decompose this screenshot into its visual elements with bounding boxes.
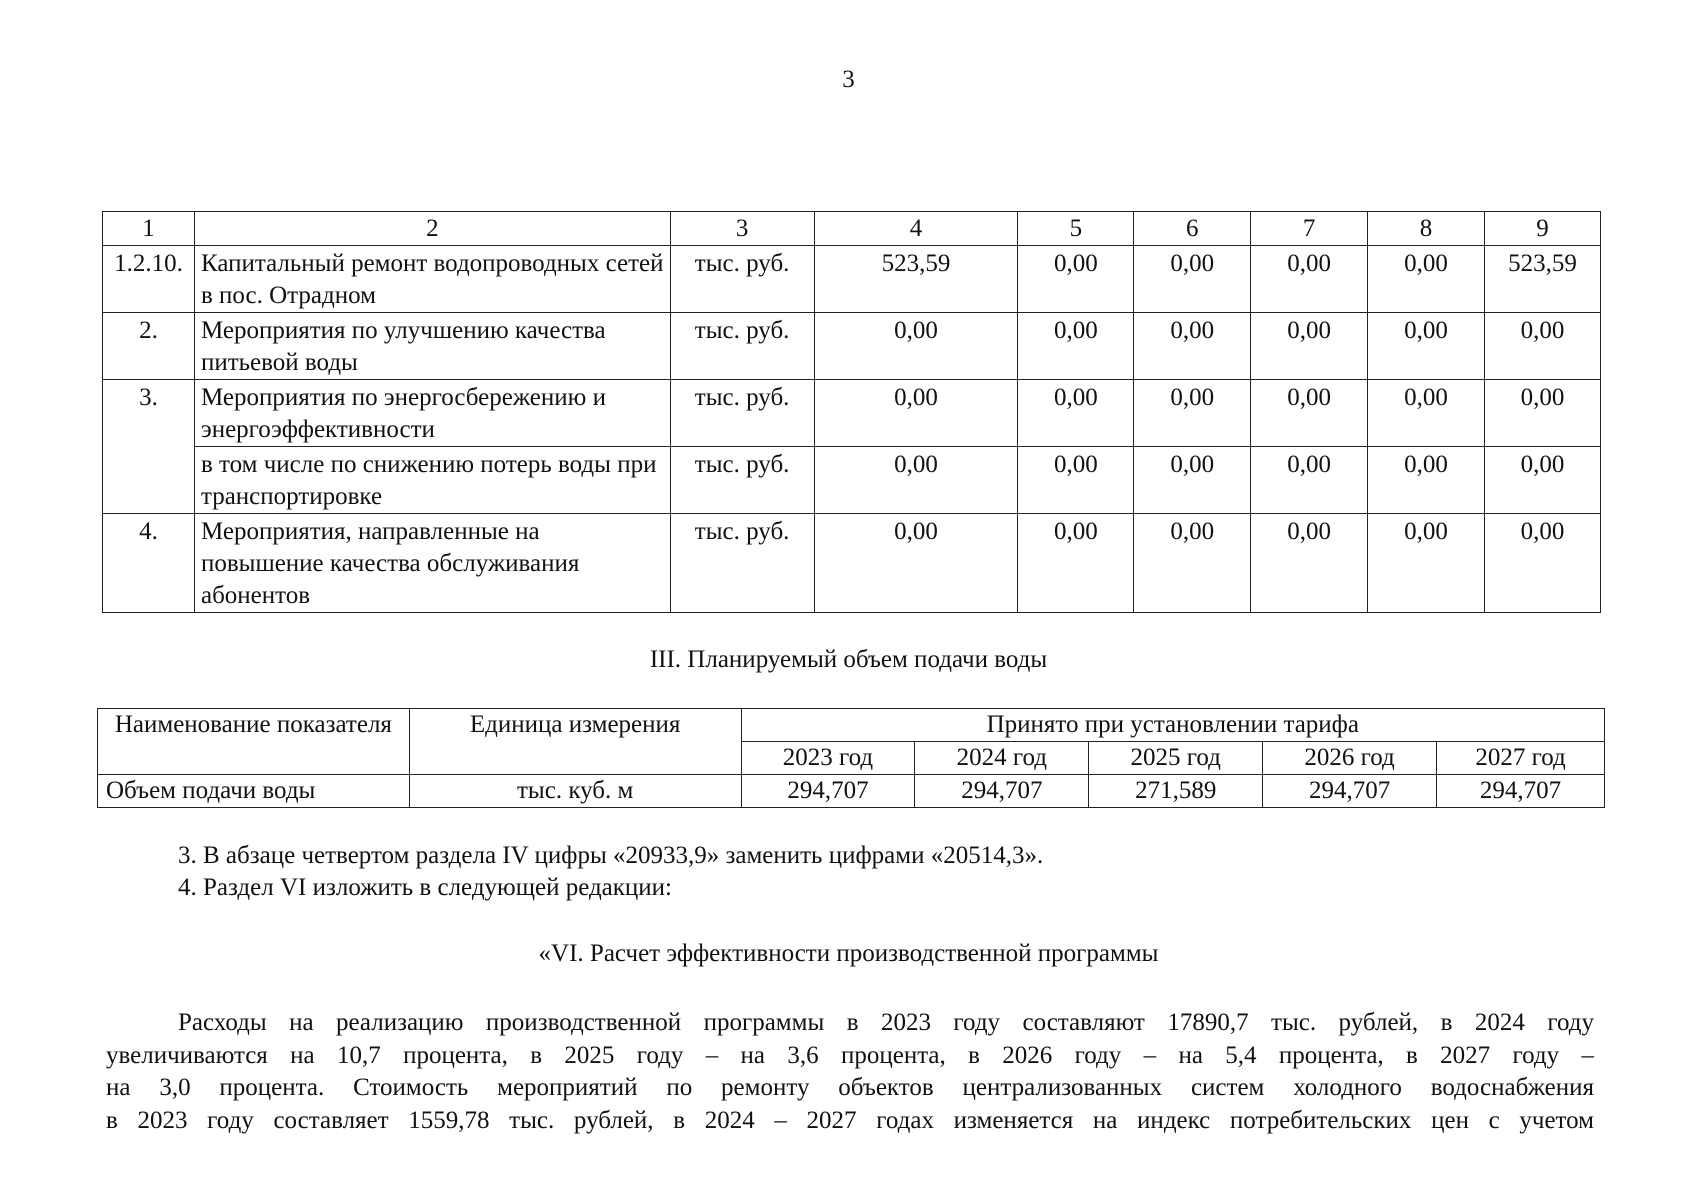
row-value: 0,00 <box>1485 447 1601 514</box>
paragraph-line: в 2023 году составляет 1559,78 тыс. рублей, в 2024 – 2027 годах изменяется на индекс потребительских цен с учетом <box>106 1106 1594 1134</box>
row-value: 271,589 <box>1089 775 1263 808</box>
row-value: 0,00 <box>1251 313 1368 380</box>
table-row <box>98 775 1605 808</box>
row-number: 2. <box>103 313 195 380</box>
section-heading-water-volume: III. Планируемый объем подачи воды <box>649 646 1048 673</box>
row-value: 0,00 <box>1368 313 1485 380</box>
row-name: Объем подачи воды <box>98 775 410 808</box>
year-header: 2023 год <box>741 742 915 775</box>
section-heading-efficiency: «VI. Расчет эффективности производственной программы <box>538 940 1159 967</box>
amendment-item-3: 3. В абзаце четвертом раздела IV цифры «20933,9» заменить цифрами «20514,3». <box>178 842 1044 869</box>
column-header: 2 <box>194 212 670 246</box>
row-unit: тыс. руб. <box>670 514 814 613</box>
row-name: в том числе по снижению потерь воды при транспортировке <box>194 447 670 514</box>
row-number: 3. <box>103 380 195 514</box>
row-value: 0,00 <box>1368 246 1485 313</box>
row-value: 0,00 <box>1018 380 1134 447</box>
row-unit: тыс. руб. <box>670 313 814 380</box>
table-header-row <box>103 212 1601 246</box>
paragraph-line: увеличиваются на 10,7 процента, в 2025 году – на 3,6 процента, в 2026 году – на 5,4 процента, в 2027 году – <box>106 1041 1594 1069</box>
year-header: 2026 год <box>1263 742 1437 775</box>
column-header: 9 <box>1485 212 1601 246</box>
paragraph-line: на 3,0 процента. Стоимость мероприятий по ремонту объектов централизованных систем холодного водоснабжения <box>106 1074 1594 1101</box>
row-value: 0,00 <box>1368 447 1485 514</box>
tariff-group-header: Принято при установлении тарифа <box>741 709 1604 742</box>
row-value: 0,00 <box>1018 514 1134 613</box>
row-unit: тыс. куб. м <box>409 775 741 808</box>
amendment-item-4: 4. Раздел VI изложить в следующей редакции: <box>178 874 673 901</box>
row-value: 523,59 <box>1485 246 1601 313</box>
row-value: 0,00 <box>814 380 1018 447</box>
table-row <box>103 447 1601 514</box>
row-name: Мероприятия по энергосбережению и энергоэффективности <box>194 380 670 447</box>
table-row <box>103 246 1601 313</box>
column-header: 4 <box>814 212 1018 246</box>
row-value: 0,00 <box>1134 447 1251 514</box>
row-value: 0,00 <box>1251 246 1368 313</box>
row-name: Мероприятия, направленные на повышение качества обслуживания абонентов <box>194 514 670 613</box>
row-value: 523,59 <box>814 246 1018 313</box>
row-value: 294,707 <box>741 775 915 808</box>
row-value: 0,00 <box>1018 447 1134 514</box>
row-value: 294,707 <box>915 775 1089 808</box>
row-value: 0,00 <box>1251 514 1368 613</box>
row-value: 0,00 <box>814 313 1018 380</box>
paragraph-line: Расходы на реализацию производственной программы в 2023 году составляют 17890,7 тыс. рублей, в 2024 году <box>178 1009 1594 1036</box>
table-row <box>103 380 1601 447</box>
column-header: 6 <box>1134 212 1251 246</box>
water-volume-table <box>97 708 1605 808</box>
row-value: 0,00 <box>1368 514 1485 613</box>
row-number: 1.2.10. <box>103 246 195 313</box>
measures-cost-table <box>102 211 1601 613</box>
row-value: 294,707 <box>1263 775 1437 808</box>
year-header: 2024 год <box>915 742 1089 775</box>
row-value: 0,00 <box>814 514 1018 613</box>
column-header: 1 <box>103 212 195 246</box>
table-header-row <box>98 709 1605 742</box>
row-name: Мероприятия по улучшению качества питьевой воды <box>194 313 670 380</box>
row-unit: тыс. руб. <box>670 447 814 514</box>
row-name: Капитальный ремонт водопроводных сетей в пос. Отрадном <box>194 246 670 313</box>
row-value: 0,00 <box>1018 246 1134 313</box>
row-value: 0,00 <box>1134 380 1251 447</box>
column-header: 3 <box>670 212 814 246</box>
year-header: 2025 год <box>1089 742 1263 775</box>
row-value: 0,00 <box>1251 380 1368 447</box>
row-number: 4. <box>103 514 195 613</box>
row-value: 0,00 <box>1134 514 1251 613</box>
column-header: 5 <box>1018 212 1134 246</box>
row-value: 0,00 <box>1485 514 1601 613</box>
row-value: 0,00 <box>1251 447 1368 514</box>
row-unit: тыс. руб. <box>670 246 814 313</box>
row-value: 0,00 <box>1368 380 1485 447</box>
row-value: 0,00 <box>1134 313 1251 380</box>
row-value: 0,00 <box>814 447 1018 514</box>
row-unit: тыс. руб. <box>670 380 814 447</box>
body-paragraph <box>106 1007 1594 1137</box>
indicator-name-header: Наименование показателя <box>98 709 410 775</box>
unit-header: Единица измерения <box>409 709 741 775</box>
row-value: 294,707 <box>1437 775 1605 808</box>
column-header: 7 <box>1251 212 1368 246</box>
row-value: 0,00 <box>1018 313 1134 380</box>
row-value: 0,00 <box>1485 380 1601 447</box>
table-row <box>103 514 1601 613</box>
row-value: 0,00 <box>1134 246 1251 313</box>
table-row <box>103 313 1601 380</box>
year-header: 2027 год <box>1437 742 1605 775</box>
row-value: 0,00 <box>1485 313 1601 380</box>
column-header: 8 <box>1368 212 1485 246</box>
page-number: 3 <box>842 66 855 93</box>
